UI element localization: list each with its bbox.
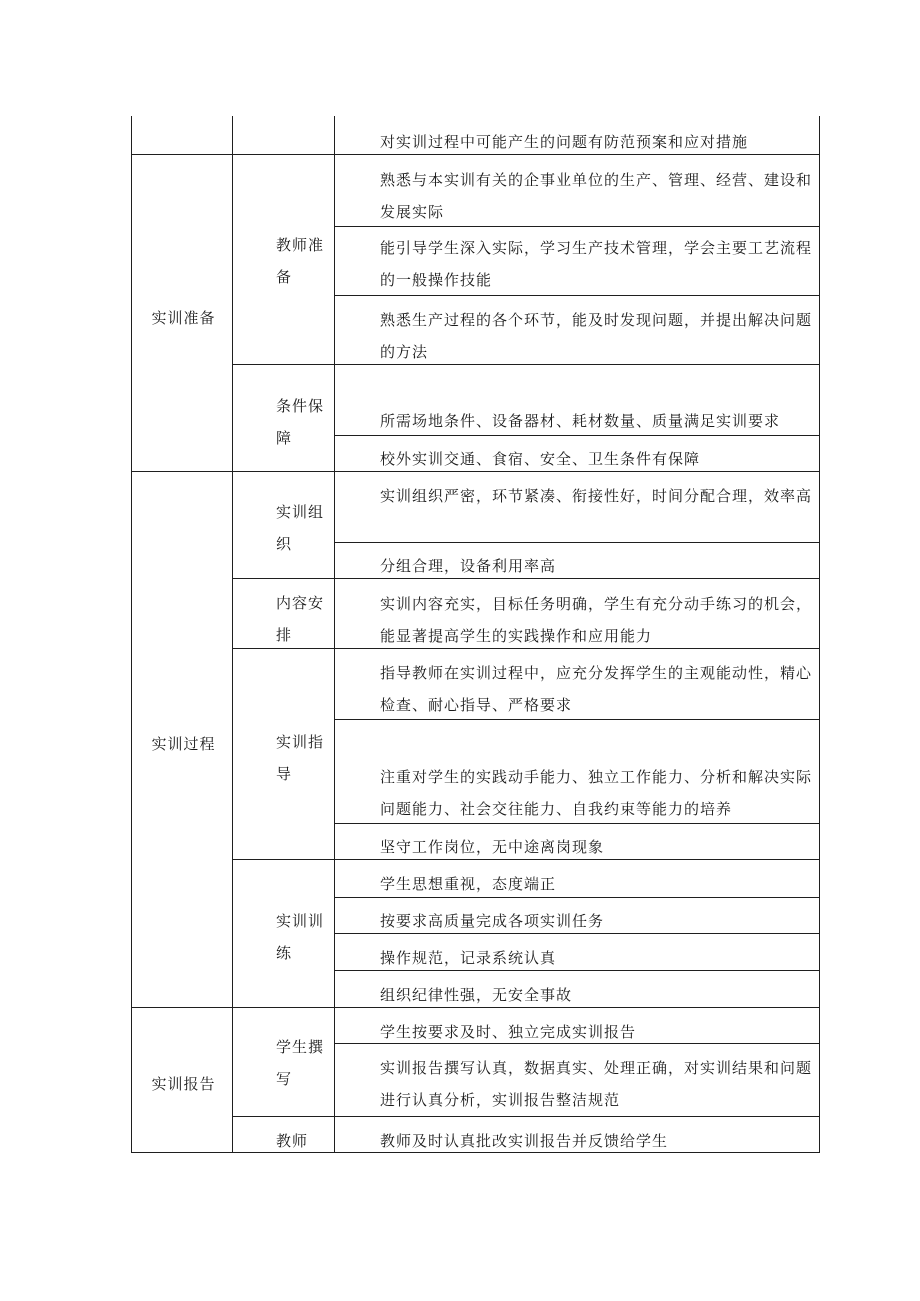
criterion-text: 实训内容充实，目标任务明确，学生有充分动手练习的机会，能显著提高学生的实践操作和应用能力: [380, 595, 813, 645]
subcategory-label: 实训组织: [276, 503, 325, 553]
category-label: 实训报告: [151, 1075, 216, 1093]
criterion-text: 对实训过程中可能产生的问题有防范预案和应对措施: [380, 133, 749, 151]
criterion-text: 操作规范，记录系统认真: [380, 949, 557, 967]
criterion-text: 教师及时认真批改实训报告并反馈给学生: [380, 1132, 669, 1150]
table-border-left: [131, 116, 132, 1153]
criterion-text: 按要求高质量完成各项实训任务: [380, 912, 605, 930]
subcategory-label: 内容安排: [276, 594, 325, 644]
criterion-text: 熟悉与本实训有关的企事业单位的生产、管理、经营、建设和发展实际: [380, 171, 813, 221]
subcategory-label: 教师准备: [276, 236, 325, 286]
criterion-text: 分组合理，设备利用率高: [380, 557, 557, 575]
criterion-text: 组织纪律性强，无安全事故: [380, 986, 573, 1004]
criterion-text: 学生思想重视，态度端正: [380, 875, 557, 893]
criterion-text: 实训组织严密，环节紧凑、衔接性好，时间分配合理，效率高: [380, 487, 813, 505]
criterion-text: 所需场地条件、设备器材、耗材数量、质量满足实训要求: [380, 412, 781, 430]
subsection-divider: [232, 1116, 820, 1117]
criterion-text: 注重对学生的实践动手能力、独立工作能力、分析和解决实际问题能力、社会交往能力、自我约束等能力的培养: [380, 768, 813, 818]
criterion-text: 学生按要求及时、独立完成实训报告: [380, 1023, 637, 1041]
subcategory-label: 学生撰写: [276, 1038, 325, 1088]
category-label: 实训准备: [151, 309, 216, 327]
criterion-text: 校外实训交通、食宿、安全、卫生条件有保障: [380, 450, 701, 468]
subcategory-label: 实训训练: [276, 912, 325, 962]
criterion-text: 指导教师在实训过程中，应充分发挥学生的主观能动性，精心检查、耐心指导、严格要求: [380, 664, 813, 714]
category-label: 实训过程: [151, 735, 216, 753]
subcategory-label: 教师: [276, 1132, 309, 1150]
criterion-text: 实训报告撰写认真，数据真实、处理正确，对实训结果和问题进行认真分析，实训报告整洁规范: [380, 1059, 813, 1109]
criterion-text: 能引导学生深入实际，学习生产技术管理，学会主要工艺流程的一般操作技能: [380, 239, 813, 289]
subcategory-label: 实训指导: [276, 733, 325, 783]
table-divider-col1: [232, 116, 233, 1153]
criterion-text: 坚守工作岗位，无中途离岗现象: [380, 838, 605, 856]
table-divider-col2: [334, 116, 335, 1153]
criterion-text: 熟悉生产过程的各个环节，能及时发现问题，并提出解决问题的方法: [380, 311, 813, 361]
row-divider: [334, 542, 820, 543]
subcategory-label: 条件保障: [276, 397, 325, 447]
